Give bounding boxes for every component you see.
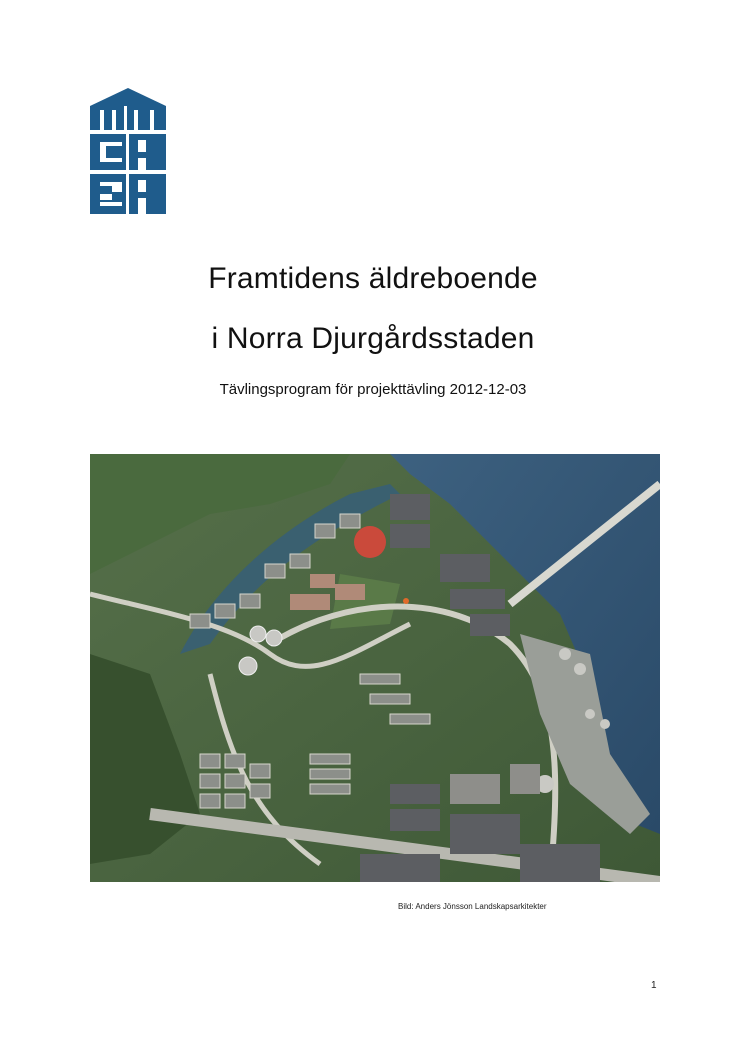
page-number: 1: [651, 980, 657, 991]
aerial-site-plan-image: [90, 454, 660, 882]
title-line-2: i Norra Djurgårdsstaden: [211, 322, 535, 355]
image-credit: Bild: Anders Jönsson Landskapsarkitekter: [398, 902, 547, 911]
title-line-1: Framtidens äldreboende: [208, 262, 538, 295]
micasa-logo: [90, 88, 166, 214]
subtitle: Tävlingsprogram för projekttävling 2012-12-03: [219, 381, 527, 398]
